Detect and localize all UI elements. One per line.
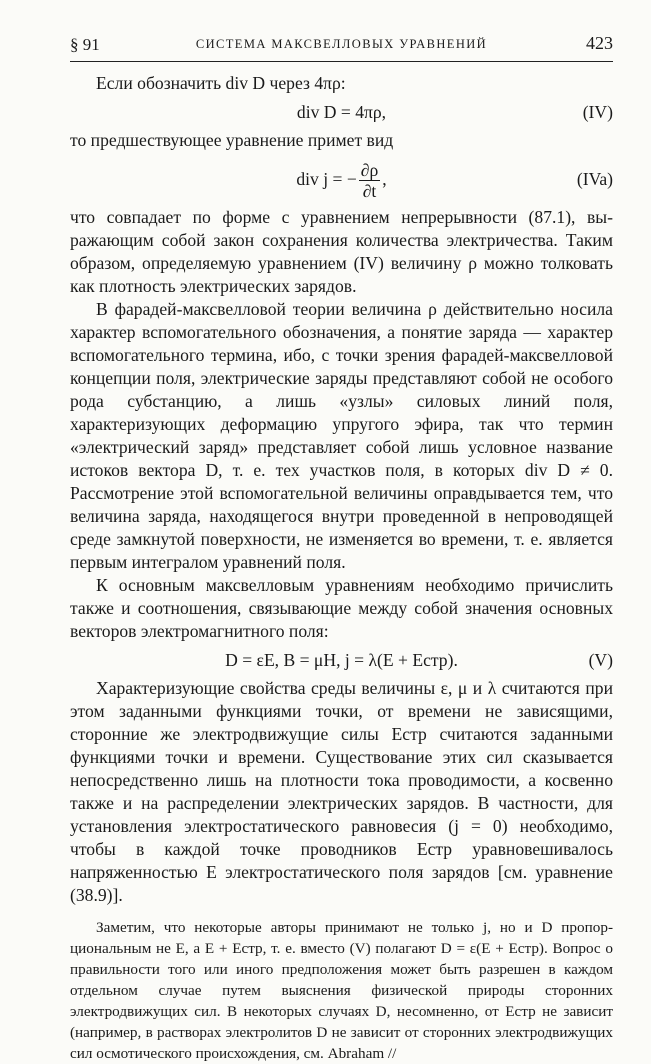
paragraph-1: Если обозначить div D через 4πρ: bbox=[96, 73, 346, 93]
paragraph-4: В фарадей-максвелловой теории величина ρ действительно носила характер вспомогательного обозначения, а понятие заряда — характер вспомогательного термина, ибо, с точки зрения фарадей-максвелловой концепции поля, электрические заряды представляют собой не особого рода субстанцию, а лишь «узлы» силовых линий поля, характеризующих деформацию упругого эфира, так что термин «электрический заряд» представляет собой лишь условное название истоков вектора D, т. е. тех участков поля, в которых div D ≠ 0. Рассмотрение этой вспомогательной величины оправдывается тем, что величина заряда, находящегося внутри проведенной в непроводящей среде замкнутой поверхности, не изменяется во времени, т. е. является первым интегралом уравнений поля. bbox=[70, 299, 613, 572]
equation-IVa-expression bbox=[70, 152, 613, 206]
equation-IVa-denominator: ∂t bbox=[362, 181, 377, 202]
footnote-text: Заметим, что некоторые авторы принимают не только j, но и D пропорциональным не E, а E + Eстр, т. е. вместо (V) полагают D = ε(E + Eстр). Вопрос о правильности того или иного предположения может быть разрешен в каждом отдельном случае путем выяснения физической природы сторонних электродвижущих сил. В некоторых случаях D, несомненно, от Eстр не зависит (например, в растворах электролитов D не зависит от сторонних электродвижущих сил осмотического происхождения, см. Abraham // bbox=[70, 919, 613, 1062]
running-title: СИСТЕМА МАКСВЕЛЛОВЫХ УРАВНЕНИЙ bbox=[195, 37, 488, 51]
equation-V bbox=[70, 643, 613, 677]
page-number: 423 bbox=[586, 33, 613, 53]
equation-IVa-comma: , bbox=[382, 169, 387, 189]
running-header bbox=[70, 33, 613, 62]
footnote-remark bbox=[70, 917, 613, 1064]
paragraph-6: Характеризующие свойства среды величины ε, μ и λ считаются при этом заданными функциями точки, от времени не зависящими, сторонние же электродвижущие силы Eстр считаются заданными функциями точки и времени. Существование этих сил сказывается непосредственно лишь на плотности тока проводимости, а косвенно также и на распределении электрических зарядов. В частности, для установления электростатического равновесия (j = 0) необходимо, чтобы в каждой точке проводников Eстр уравновешивалось напряженностью E электростатического поля зарядов [см. уравнение (38.9)]. bbox=[70, 678, 613, 905]
section-number: § 91 bbox=[70, 35, 100, 54]
equation-V-tag: (V) bbox=[588, 650, 613, 670]
equation-IVa-tag: (IVa) bbox=[576, 169, 613, 189]
paragraph-5: К основным максвелловым уравнениям необходимо причислить также и соотношения, связывающие между собой значения основных векторов электромагнитного поля: bbox=[70, 575, 613, 641]
equation-IVa-numerator: ∂ρ bbox=[360, 160, 379, 181]
paragraph-2: то предшествующее уравнение примет вид bbox=[70, 130, 394, 150]
equation-IV-expression: div D = 4πρ, bbox=[296, 102, 387, 122]
equation-V-expression: D = εE, B = μH, j = λ(E + Eстр). bbox=[225, 650, 458, 670]
equation-IVa bbox=[70, 152, 613, 206]
paragraph-3: что совпадает по форме с уравнением непрерывности (87.1), выражающим собой закон сохранения количества электричества. Таким образом, определяемую уравнением (IV) величину ρ можно толковать как плотность электрических зарядов. bbox=[70, 207, 613, 296]
equation-IVa-fraction bbox=[359, 160, 380, 201]
equation-IVa-left: div j = − bbox=[296, 169, 357, 189]
equation-IV-tag: (IV) bbox=[582, 102, 613, 122]
equation-IV bbox=[70, 95, 613, 129]
page-body bbox=[70, 72, 613, 1064]
